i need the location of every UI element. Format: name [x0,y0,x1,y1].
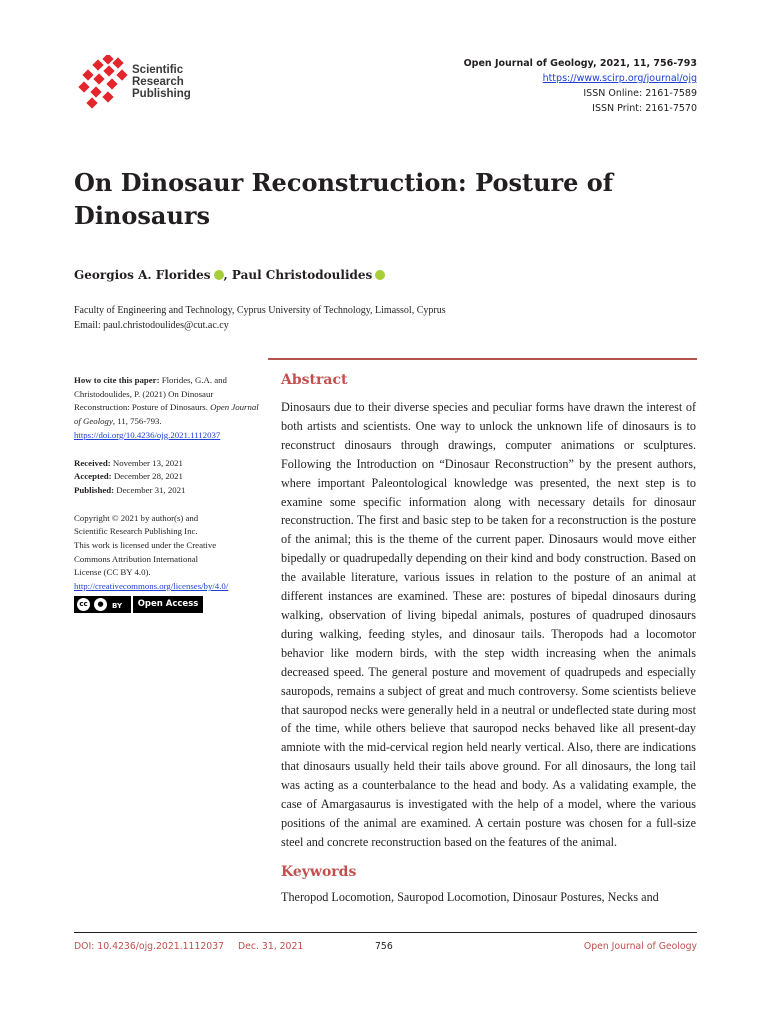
published-date: December 31, 2021 [114,484,186,495]
published-label: Published: [74,484,115,495]
footer-doi: DOI: 10.4236/ojg.2021.1112037 [74,941,225,952]
footer-date: Dec. 31, 2021 [238,941,304,952]
contact-email: Email: paul.christodoulides@cut.ac.cy [74,320,229,331]
journal-citation: Open Journal of Geology, 2021, 11, 756-793 [463,58,697,69]
author-list [74,268,385,282]
cite-journal: Open Journal of Geology [74,402,259,427]
journal-meta [464,56,697,116]
paper-title: On Dinosaur Reconstruction: Posture of Dinosaurs [74,168,614,230]
doi-link[interactable]: https://doi.org/10.4236/ojg.2021.1112037 [74,429,221,440]
received-date: November 13, 2021 [110,457,183,468]
copyright-line: Copyright © 2021 by author(s) and [74,512,199,523]
keywords-heading: Keywords [281,864,357,880]
publisher-name-line: Research [132,76,184,88]
publisher-name-line: Publishing [132,88,191,100]
article-info-sidebar [74,374,264,614]
orcid-icon[interactable] [375,270,385,280]
abstract-divider [268,358,697,360]
cite-label: How to cite this paper: [74,375,160,385]
publisher-logo [78,55,208,109]
copyright-line: This work is licensed under the Creative [74,540,217,551]
received-label: Received: [74,457,111,468]
accepted-label: Accepted: [74,471,112,482]
license-badges [74,596,264,614]
open-access-badge[interactable]: Open Access [133,596,203,613]
affiliation: Faculty of Engineering and Technology, Cyprus University of Technology, Limassol, Cyprus [74,305,446,316]
cite-volume: , 11, 756-793. [112,416,162,427]
orcid-icon[interactable] [214,270,224,280]
issn-online: ISSN Online: 2161-7589 [583,88,697,99]
license-link[interactable]: http://creativecommons.org/licenses/by/4.0/ [74,581,229,592]
keywords-text: Theropod Locomotion, Sauropod Locomotion, Dinosaur Postures, Necks and [281,890,659,904]
copyright-line: Scientific Research Publishing Inc. [74,526,198,537]
copyright-block [74,512,264,614]
affiliation-block [74,303,446,333]
copyright-line: Commons Attribution International [74,553,199,564]
dates-block [74,457,264,498]
citation-block [74,374,264,443]
publisher-logo-icon [78,55,130,109]
copyright-line: License (CC BY 4.0). [74,567,151,578]
footer-divider [74,932,697,933]
abstract-heading: Abstract [281,372,348,388]
footer-journal: Open Journal of Geology [583,941,697,952]
cc-by-badge[interactable] [74,596,131,613]
journal-url-link[interactable]: https://www.scirp.org/journal/ojg [542,73,697,84]
publisher-name [132,64,191,100]
issn-print: ISSN Print: 2161-7570 [592,103,697,114]
cite-text: Florides, G.A. and Christodoulides, P. (2021) On Dinosaur Reconstruction: Posture of Dinosaurs. [74,375,227,413]
author-name: Georgios A. Florides [74,268,211,282]
person-icon: ● [94,598,107,611]
accepted-date: December 28, 2021 [111,471,183,482]
cc-icon: cc [77,598,90,611]
author-name: , Paul Christodoulides [223,268,373,282]
cc-by-text: BY [112,601,123,610]
abstract-text: Dinosaurs due to their diverse species and peculiar forms have drawn the interest of both artists and scientists. One way to unlock the unknown life of dinosaurs is to reconstruct dinosaurs through drawings, computer animations or sculptures. Following the Introduction on “Dinosaur Reconstruction” by the present authors, where important Paleontological knowledge was presented, the next step is to examine some specific information along with necessary details for dinosaur reconstruction. The first and basic step to be taken for a reconstruction is the posture of the animal; this is the theme of the current paper. Dinosaurs would move either bipedally or quadrupedally depending on their kind and body construction. Based on the available literature, various issues in relation to the posture of an animal at different instances are examined. These are: postures of bipedal dinosaurs during walking, observation of living bipedal animals, postures of quadruped dinosaurs during walking, feeding styles, and dinosaur tails. Theropods had a locomotor behavior like modern birds, with the step width increasing when the animals decreased speed. The general posture and movement of quadrupeds and especially sauropods, remains a subject of great and much controversy. Some scientists believe that sauropod necks were generally held in a neutral or undeflected state during most of the time, while others believe that sauropod necks behaved like all present-day amniote with the mid-cervical region held nearly vertical. Also, there are indications that dinosaurs usually held their tails above ground. For all dinosaurs, the long tail was acting as a counterbalance to the head and body. As a validating example, the case of Amargasaurus is investigated with the help of a model, where the various positions of the animal are examined. A certain posture was chosen for a full-size steel and concrete reconstruction based on the features of the animal. [281,400,696,849]
publisher-name-line: Scientific [132,64,184,76]
page-number: 756 [375,941,393,952]
